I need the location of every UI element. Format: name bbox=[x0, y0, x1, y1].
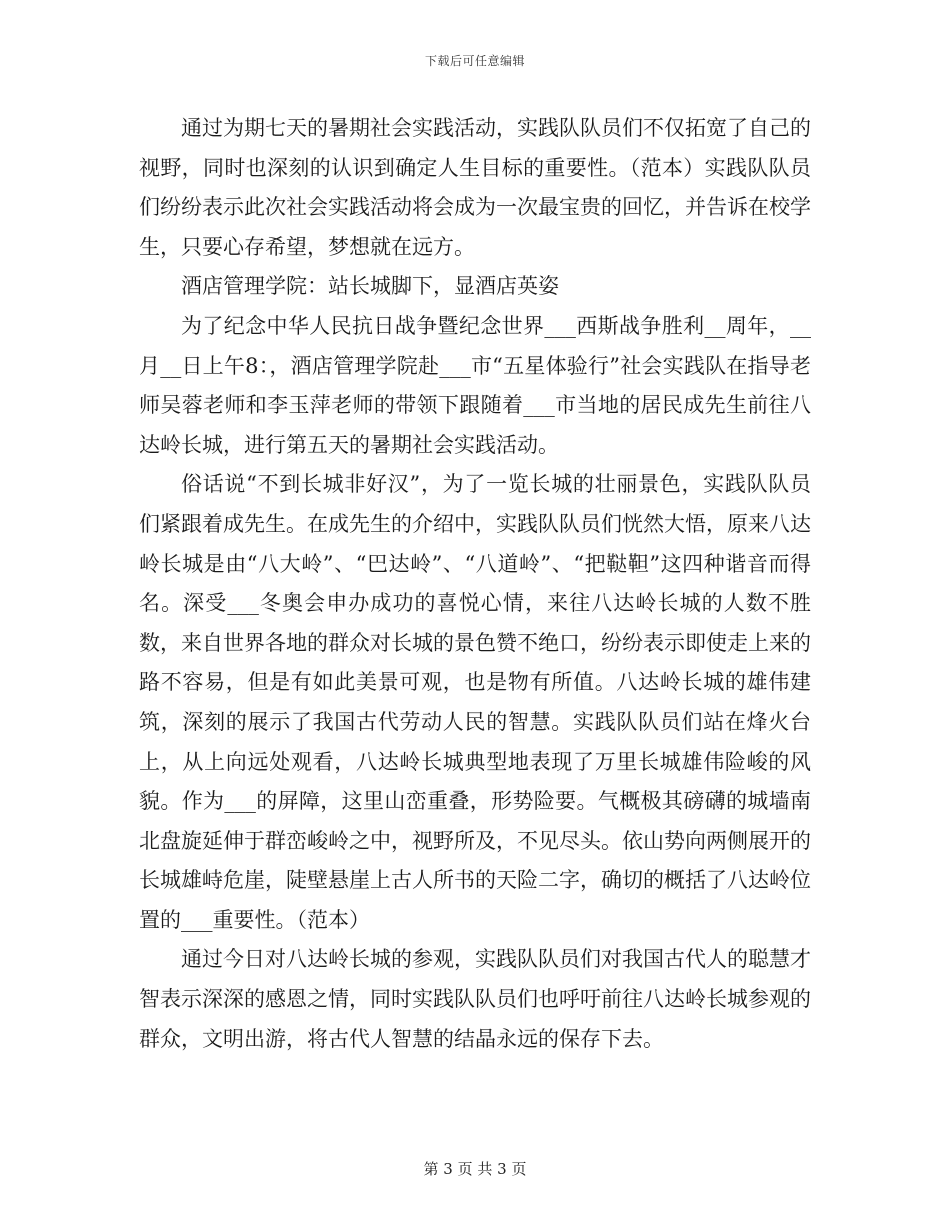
paragraph-summary: 通过为期七天的暑期社会实践活动，实践队队员们不仅拓宽了自己的视野，同时也深刻的认识到确定人生目标的重要性。（范本）实践队队员们纷纷表示此次社会实践活动将会成为一次最宝贵的回忆，并告诉在校学生，只要心存希望，梦想就在远方。 bbox=[139, 116, 811, 259]
paragraph-great-wall: 俗话说“不到长城非好汉”，为了一览长城的壮丽景色，实践队队员们紧跟着成先生。在成先生的介绍中，实践队队员们恍然大悟，原来八达岭长城是由“八大岭”、“巴达岭”、“八道岭”、“把鞑靼”这四种谐音而得名。深受___冬奥会申办成功的喜悦心情，来往八达岭长城的人数不胜数，来自世界各地的群众对长城的景色赞不绝口，纷纷表示即使走上来的路不容易，但是有如此美景可观，也是物有所值。八达岭长城的雄伟建筑，深刻的展示了我国古代劳动人民的智慧。实践队队员们站在烽火台上，从上向远处观看，八达岭长城典型地表现了万里长城雄伟险峻的风貌。作为___的屏障，这里山峦重叠，形势险要。气概极其磅礴的城墙南北盘旋延伸于群峦峻岭之中，视野所及，不见尽头。依山势向两侧展开的长城雄峙危崖，陡壁悬崖上古人所书的天险二字，确切的概括了八达岭位置的___重要性。（范本） bbox=[139, 472, 811, 932]
page-number: 第 3 页 共 3 页 bbox=[423, 1160, 527, 1178]
paragraph-subtitle: 酒店管理学院：站长城脚下，显酒店英姿 bbox=[181, 274, 559, 299]
page-header: 下载后可任意编辑 bbox=[424, 54, 525, 68]
paragraph-intro: 为了纪念中华人民抗日战争暨纪念世界___西斯战争胜利__周年，__月__日上午8：，酒店管理学院赴___市“五星体验行”社会实践队在指导老师吴蓉老师和李玉萍老师的带领下跟随着___市当地的居民成先生前往八达岭长城，进行第五天的暑期社会实践活动。 bbox=[139, 313, 811, 457]
paragraph-conclusion: 通过今日对八达岭长城的参观，实践队队员们对我国古代人的聪慧才智表示深深的感恩之情，同时实践队队员们也呼吁前往八达岭长城参观的群众，文明出游，将古代人智慧的结晶永远的保存下去。 bbox=[139, 947, 811, 1051]
document-body bbox=[139, 109, 811, 1059]
